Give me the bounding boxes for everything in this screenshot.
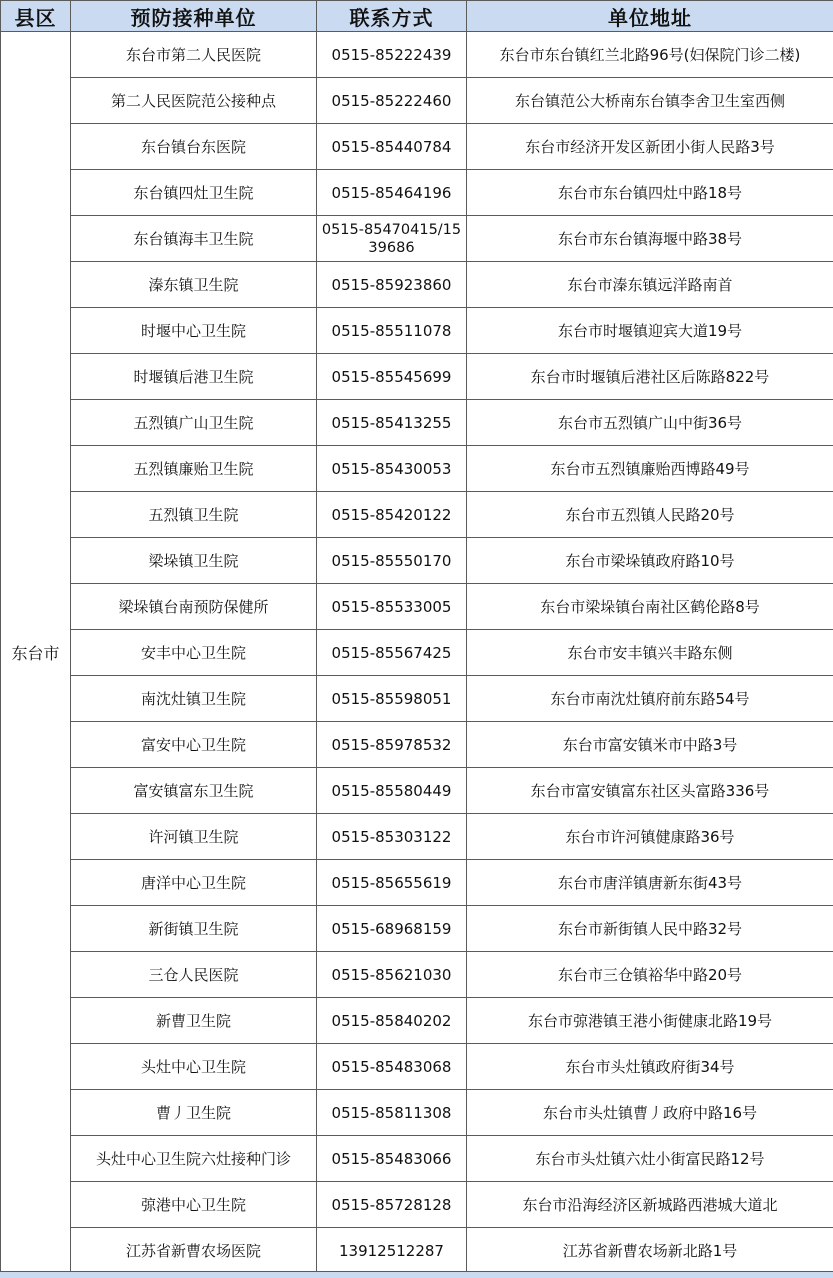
address-cell: 东台市东台镇海堰中路38号 [467,216,833,262]
unit-name-cell: 东台市第二人民医院 [71,32,317,78]
table-row [1,308,833,354]
address-cell: 东台市安丰镇兴丰路东侧 [467,630,833,676]
address-cell: 东台市弶港镇王港小街健康北路19号 [467,998,833,1044]
address-cell: 东台市三仓镇裕华中路20号 [467,952,833,998]
table-row [1,814,833,860]
table-row [1,584,833,630]
table-row [1,78,833,124]
table-row [1,722,833,768]
unit-name-cell: 溱东镇卫生院 [71,262,317,308]
phone-cell: 0515-85430053 [317,446,467,492]
address-cell: 东台镇范公大桥南东台镇李舍卫生室西侧 [467,78,833,124]
header-contact: 联系方式 [317,1,467,32]
table-row [1,1044,833,1090]
table-row [1,676,833,722]
address-cell: 东台市沿海经济区新城路西港城大道北 [467,1182,833,1228]
phone-cell: 0515-85483066 [317,1136,467,1182]
address-cell: 江苏省新曹农场新北路1号 [467,1228,833,1274]
phone-cell: 0515-85511078 [317,308,467,354]
address-cell: 东台市梁垛镇台南社区鹤伦路8号 [467,584,833,630]
phone-cell: 0515-85840202 [317,998,467,1044]
address-cell: 东台市富安镇富东社区头富路336号 [467,768,833,814]
table-row [1,32,833,78]
unit-name-cell: 五烈镇广山卫生院 [71,400,317,446]
phone-cell: 0515-85413255 [317,400,467,446]
unit-name-cell: 五烈镇廉贻卫生院 [71,446,317,492]
phone-cell: 0515-85598051 [317,676,467,722]
unit-name-cell: 许河镇卫生院 [71,814,317,860]
address-cell: 东台市南沈灶镇府前东路54号 [467,676,833,722]
table-row [1,400,833,446]
table-row [1,952,833,998]
unit-name-cell: 梁垛镇台南预防保健所 [71,584,317,630]
table-row [1,124,833,170]
address-cell: 东台市富安镇米市中路3号 [467,722,833,768]
table-row [1,216,833,262]
phone-cell: 0515-85533005 [317,584,467,630]
phone-cell: 0515-85580449 [317,768,467,814]
unit-name-cell: 新曹卫生院 [71,998,317,1044]
phone-cell: 0515-85303122 [317,814,467,860]
table-row [1,630,833,676]
address-cell: 东台市头灶镇政府街34号 [467,1044,833,1090]
address-cell: 东台市时堰镇迎宾大道19号 [467,308,833,354]
table-row [1,768,833,814]
address-cell: 东台市唐洋镇唐新东街43号 [467,860,833,906]
unit-name-cell: 安丰中心卫生院 [71,630,317,676]
unit-name-cell: 三仓人民医院 [71,952,317,998]
phone-cell: 0515-85550170 [317,538,467,584]
unit-name-cell: 梁垛镇卫生院 [71,538,317,584]
address-cell: 东台市新街镇人民中路32号 [467,906,833,952]
unit-name-cell: 东台镇四灶卫生院 [71,170,317,216]
table-row [1,906,833,952]
address-cell: 东台市时堰镇后港社区后陈路822号 [467,354,833,400]
phone-cell: 0515-85464196 [317,170,467,216]
phone-cell: 0515-85567425 [317,630,467,676]
phone-cell: 0515-85923860 [317,262,467,308]
phone-cell: 0515-85420122 [317,492,467,538]
unit-name-cell: 江苏省新曹农场医院 [71,1228,317,1274]
unit-name-cell: 东台镇台东医院 [71,124,317,170]
unit-name-cell: 弶港中心卫生院 [71,1182,317,1228]
header-unit: 预防接种单位 [71,1,317,32]
phone-cell: 0515-85440784 [317,124,467,170]
unit-name-cell: 唐洋中心卫生院 [71,860,317,906]
address-cell: 东台市东台镇四灶中路18号 [467,170,833,216]
phone-cell: 0515-85621030 [317,952,467,998]
phone-cell: 0515-85545699 [317,354,467,400]
unit-name-cell: 富安中心卫生院 [71,722,317,768]
unit-name-cell: 曹丿卫生院 [71,1090,317,1136]
table-row [1,446,833,492]
address-cell: 东台市溱东镇远洋路南首 [467,262,833,308]
phone-cell: 0515-85222460 [317,78,467,124]
table-row [1,492,833,538]
address-cell: 东台市头灶镇六灶小街富民路12号 [467,1136,833,1182]
phone-cell: 0515-85483068 [317,1044,467,1090]
address-cell: 东台市许河镇健康路36号 [467,814,833,860]
address-cell: 东台市五烈镇廉贻西博路49号 [467,446,833,492]
phone-cell: 0515-85470415/1539686 [317,216,467,262]
phone-cell: 0515-85222439 [317,32,467,78]
table-row [1,1090,833,1136]
unit-name-cell: 南沈灶镇卫生院 [71,676,317,722]
address-cell: 东台市五烈镇人民路20号 [467,492,833,538]
unit-name-cell: 第二人民医院范公接种点 [71,78,317,124]
phone-cell: 13912512287 [317,1228,467,1274]
phone-cell: 0515-85728128 [317,1182,467,1228]
table-row [1,170,833,216]
unit-name-cell: 头灶中心卫生院 [71,1044,317,1090]
table-row [1,1136,833,1182]
unit-name-cell: 时堰镇后港卫生院 [71,354,317,400]
phone-cell: 0515-85978532 [317,722,467,768]
table-row [1,354,833,400]
table-row [1,998,833,1044]
header-address: 单位地址 [467,1,833,32]
unit-name-cell: 富安镇富东卫生院 [71,768,317,814]
address-cell: 东台市五烈镇广山中街36号 [467,400,833,446]
header-row [1,1,833,32]
table-row [1,1182,833,1228]
unit-name-cell: 东台镇海丰卫生院 [71,216,317,262]
unit-name-cell: 头灶中心卫生院六灶接种门诊 [71,1136,317,1182]
header-county: 县区 [1,1,71,32]
table-row [1,1228,833,1274]
address-cell: 东台市东台镇红兰北路96号(妇保院门诊二楼) [467,32,833,78]
unit-name-cell: 五烈镇卫生院 [71,492,317,538]
phone-cell: 0515-85655619 [317,860,467,906]
table-row [1,262,833,308]
unit-name-cell: 新街镇卫生院 [71,906,317,952]
phone-cell: 0515-68968159 [317,906,467,952]
address-cell: 东台市梁垛镇政府路10号 [467,538,833,584]
table-row [1,860,833,906]
county-cell: 东台市 [1,32,71,1274]
unit-name-cell: 时堰中心卫生院 [71,308,317,354]
table-row [1,538,833,584]
address-cell: 东台市头灶镇曹丿政府中路16号 [467,1090,833,1136]
address-cell: 东台市经济开发区新团小街人民路3号 [467,124,833,170]
phone-cell: 0515-85811308 [317,1090,467,1136]
